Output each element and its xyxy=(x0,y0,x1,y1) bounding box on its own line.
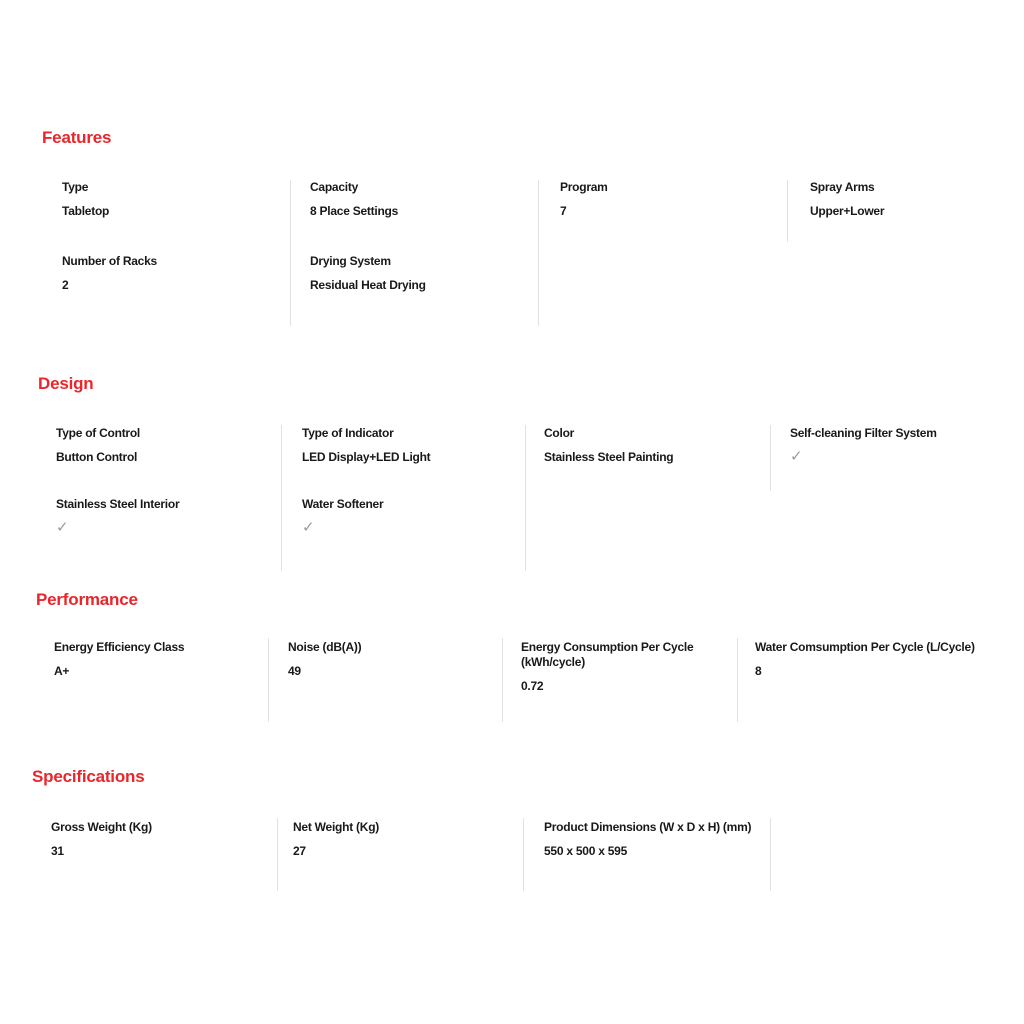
spec-label: Self-cleaning Filter System xyxy=(790,426,937,440)
spec-cell-self-cleaning-filter-system xyxy=(790,426,1015,464)
column-divider xyxy=(502,638,503,722)
check-icon: ✓ xyxy=(302,519,315,536)
spec-label: Energy Consumption Per Cycle (kWh/cycle) xyxy=(521,640,694,669)
spec-label: Noise (dB(A)) xyxy=(288,640,362,654)
spec-value: LED Display+LED Light xyxy=(302,450,431,464)
spec-value: 550 x 500 x 595 xyxy=(544,844,627,858)
spec-cell-number-of-racks xyxy=(62,254,277,292)
spec-label: Gross Weight (Kg) xyxy=(51,820,152,834)
spec-cell-net-weight xyxy=(293,820,508,858)
spec-value: 2 xyxy=(62,278,69,292)
spec-cell-noise xyxy=(288,640,488,678)
spec-label: Energy Efficiency Class xyxy=(54,640,185,654)
spec-label: Stainless Steel Interior xyxy=(56,497,180,511)
column-divider xyxy=(787,180,788,242)
spec-label: Type of Control xyxy=(56,426,141,440)
spec-label: Water Softener xyxy=(302,497,384,511)
check-icon: ✓ xyxy=(56,519,69,536)
column-divider xyxy=(268,638,269,722)
section-heading-design: Design xyxy=(38,374,94,393)
spec-label: Type of Indicator xyxy=(302,426,394,440)
check-icon: ✓ xyxy=(790,448,803,465)
spec-cell-spray-arms xyxy=(810,180,1020,218)
spec-cell-water-softener xyxy=(302,497,517,535)
column-divider xyxy=(281,425,282,571)
spec-cell-capacity xyxy=(310,180,525,218)
spec-label: Spray Arms xyxy=(810,180,875,194)
spec-cell-gross-weight xyxy=(51,820,266,858)
spec-cell-water-consumption-per-cycle xyxy=(755,640,1021,678)
spec-cell-type-of-control xyxy=(56,426,271,464)
spec-value: Button Control xyxy=(56,450,138,464)
column-divider xyxy=(538,180,539,326)
section-heading-features: Features xyxy=(42,128,112,147)
column-divider xyxy=(290,180,291,326)
spec-cell-type-of-indicator xyxy=(302,426,517,464)
spec-label: Product Dimensions (W x D x H) (mm) xyxy=(544,820,752,834)
spec-value: 27 xyxy=(293,844,306,858)
spec-value: Upper+Lower xyxy=(810,204,885,218)
spec-value: 31 xyxy=(51,844,64,858)
spec-value: Residual Heat Drying xyxy=(310,278,426,292)
spec-cell-program xyxy=(560,180,775,218)
spec-value: 8 xyxy=(755,664,762,678)
spec-label: Number of Racks xyxy=(62,254,157,268)
spec-value: Tabletop xyxy=(62,204,110,218)
spec-cell-energy-consumption-per-cycle xyxy=(521,640,726,693)
spec-cell-type xyxy=(62,180,277,218)
column-divider xyxy=(523,818,524,891)
column-divider xyxy=(525,425,526,571)
spec-cell-drying-system xyxy=(310,254,530,292)
spec-cell-color xyxy=(544,426,762,464)
spec-label: Drying System xyxy=(310,254,391,268)
spec-label: Type xyxy=(62,180,89,194)
spec-label: Capacity xyxy=(310,180,359,194)
spec-value: 8 Place Settings xyxy=(310,204,399,218)
column-divider xyxy=(770,818,771,891)
spec-label: Color xyxy=(544,426,575,440)
spec-cell-energy-efficiency-class xyxy=(54,640,254,678)
spec-value: Stainless Steel Painting xyxy=(544,450,674,464)
spec-value: 7 xyxy=(560,204,567,218)
spec-label: Water Comsumption Per Cycle (L/Cycle) xyxy=(755,640,975,654)
spec-value: A+ xyxy=(54,664,70,678)
spec-value: 49 xyxy=(288,664,301,678)
spec-value: 0.72 xyxy=(521,679,544,693)
spec-label: Net Weight (Kg) xyxy=(293,820,380,834)
spec-cell-product-dimensions xyxy=(544,820,789,858)
spec-label: Program xyxy=(560,180,608,194)
column-divider xyxy=(277,818,278,891)
column-divider xyxy=(770,425,771,491)
section-heading-specifications: Specifications xyxy=(32,767,145,786)
column-divider xyxy=(737,638,738,722)
section-heading-performance: Performance xyxy=(36,590,138,609)
spec-cell-stainless-steel-interior xyxy=(56,497,271,535)
